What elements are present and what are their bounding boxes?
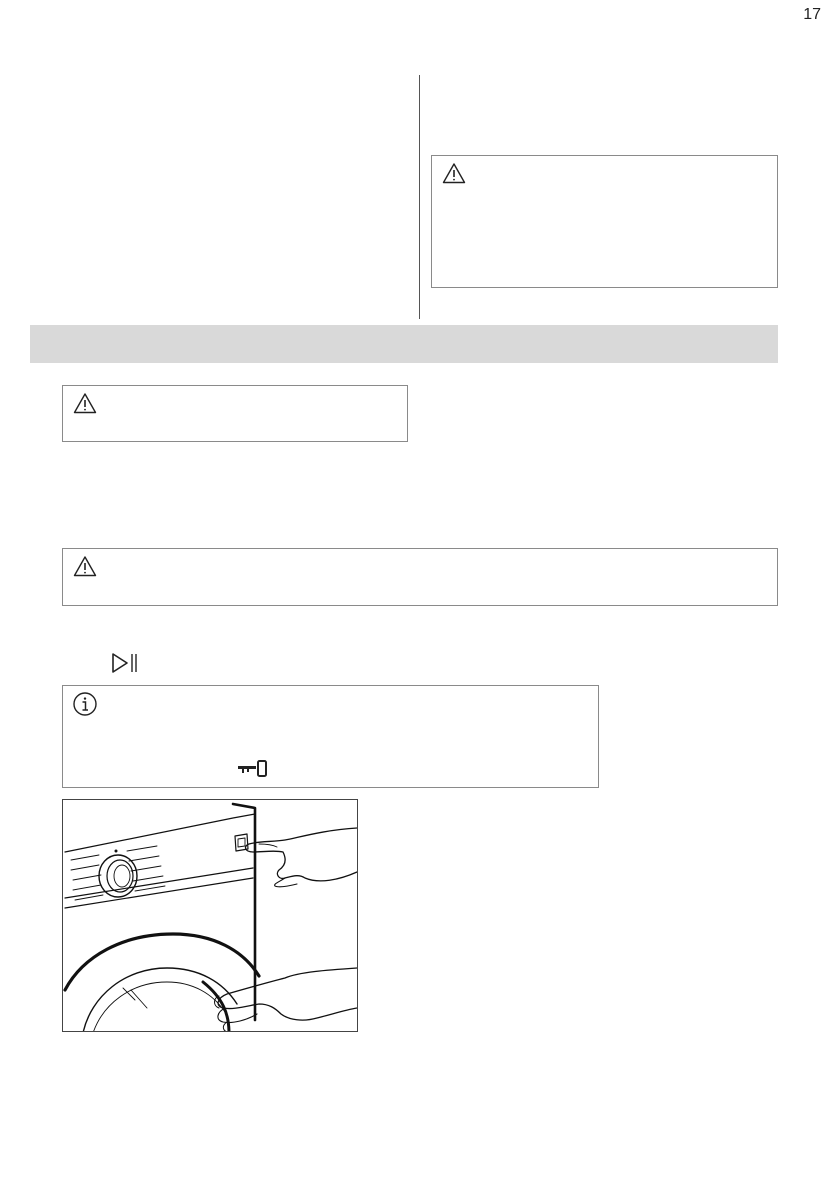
warning-triangle-icon	[442, 162, 466, 189]
warning-box-wide	[62, 548, 778, 606]
info-box	[62, 685, 599, 788]
warning-box-left	[62, 385, 408, 442]
child-lock-key-icon	[237, 760, 273, 783]
column-divider	[419, 75, 420, 319]
info-icon	[72, 691, 98, 722]
warning-triangle-icon	[73, 392, 97, 419]
page-number: 17	[803, 6, 821, 23]
washing-machine-drawing	[63, 800, 358, 1032]
warning-box-top-right	[431, 155, 778, 288]
start-pause-icon	[110, 652, 140, 679]
warning-triangle-icon	[73, 555, 97, 582]
door-release-illustration	[62, 799, 358, 1032]
section-header-bar	[30, 325, 778, 363]
